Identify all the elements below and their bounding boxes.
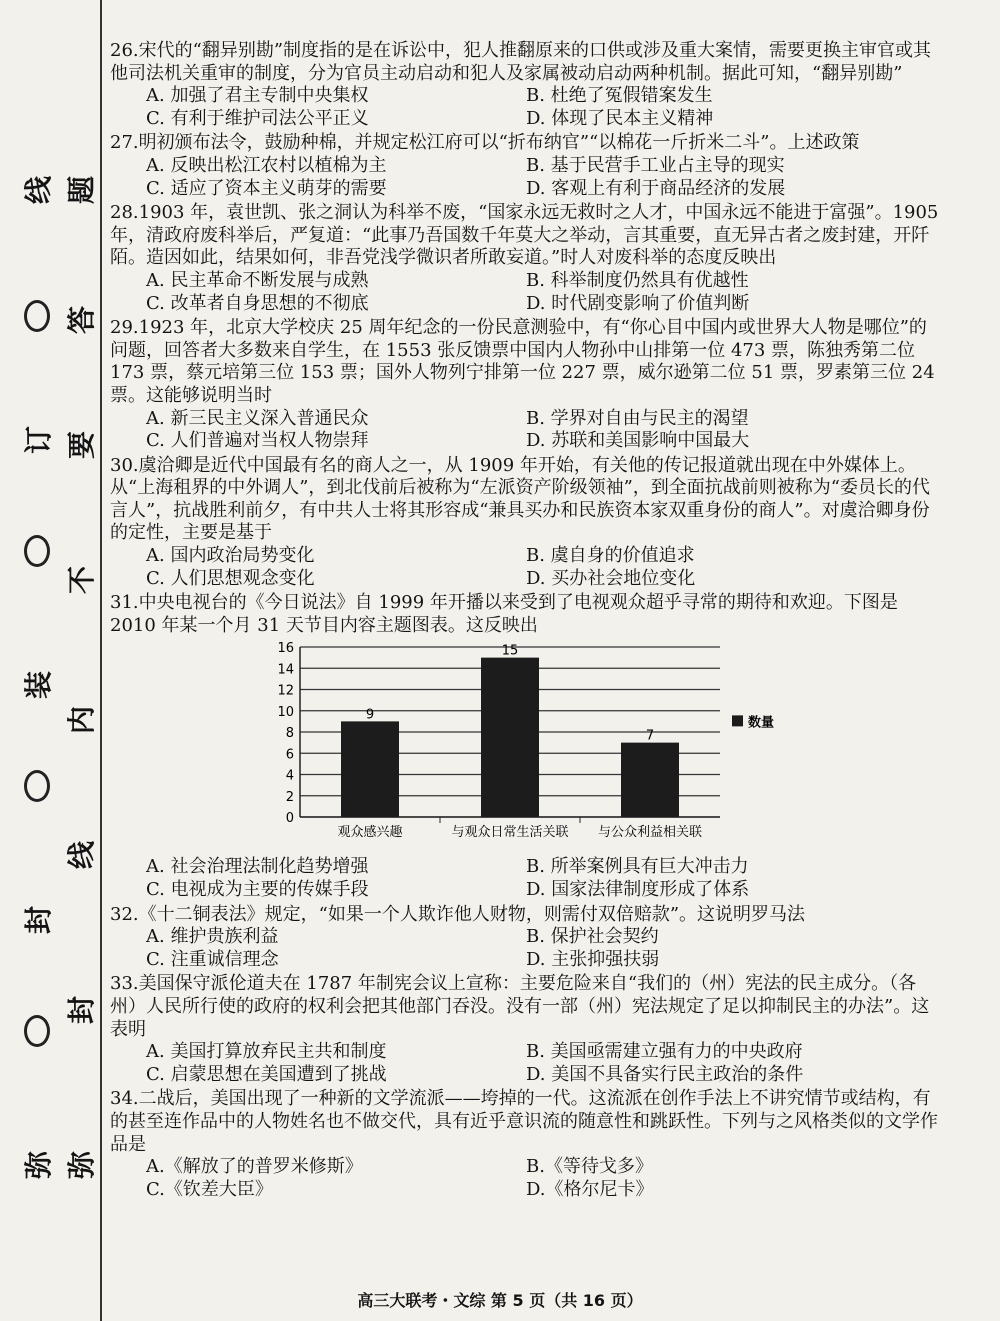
x-tick-label: 观众感兴趣 [337, 825, 403, 841]
bar-chart [110, 639, 940, 854]
option-c: C. 改革者自身思想的不彻底 [146, 292, 369, 314]
question-30 [110, 455, 940, 591]
option-b: B.《等待戈多》 [526, 1156, 653, 1178]
binding-hole-circle [24, 535, 50, 567]
options [110, 408, 940, 453]
bar-data-label: 7 [645, 729, 655, 745]
bar [341, 722, 399, 818]
question-stem: 明初颁布法令，鼓励种棉，并规定松江府可以“折布纳官”“以棉花一斤折米二斗”。上述政策 [138, 132, 860, 154]
question-26 [110, 40, 940, 130]
y-tick-label: 16 [277, 641, 294, 657]
margin-char: 弥 [22, 1151, 55, 1180]
question-number: 26. [110, 40, 139, 61]
margin-char: 内 [65, 706, 98, 735]
question-29 [110, 317, 940, 453]
question-stem: 美国保守派伦道夫在 1787 年制宪会议上宣称：主要危险来自“我们的（州）宪法的民主成分。（各州）人民所行使的政府的权利会把其他部门吞没。没有一部（州）宪法规定了足以抑制民主的办法”。这表明 [110, 973, 930, 1040]
option-b: B. 杜绝了冤假错案发生 [526, 85, 713, 107]
option-a: A. 美国打算放弃民主共和制度 [146, 1041, 387, 1063]
y-tick-label: 0 [285, 811, 294, 827]
option-d: D.《格尔尼卡》 [526, 1178, 654, 1200]
option-b: B. 所举案例具有巨大冲击力 [526, 856, 749, 878]
question-number: 29. [110, 317, 139, 339]
option-a: A. 反映出松江农村以植棉为主 [146, 154, 387, 176]
margin-char: 线 [65, 841, 98, 870]
option-b: B. 保护社会契约 [526, 926, 659, 948]
question-number: 34. [110, 1088, 139, 1110]
option-d: D. 美国不具备实行民主政治的条件 [526, 1063, 804, 1085]
question-number: 31. [110, 592, 139, 614]
option-a: A. 国内政治局势变化 [146, 545, 315, 567]
option-a: A.《解放了的普罗米修斯》 [146, 1156, 363, 1178]
bar-data-label: 15 [501, 644, 519, 660]
options [110, 545, 940, 590]
margin-char: 答 [65, 306, 98, 335]
question-stem: 虞洽卿是近代中国最有名的商人之一，从 1909 年开始，有关他的传记报道就出现在中外媒体上。从“上海租界的中外调人”，到北伐前后被称为“左派资产阶级领袖”，到全面抗战前则被称为“委员长的代言人”，抗战胜利前夕，有中共人士将其形容成“兼具买办和民族资本家双重身份的商人”。对虞洽卿身份的定性，主要是基于 [110, 454, 931, 544]
question-stem: 1923 年，北京大学校庆 25 周年纪念的一份民意测验中，有“你心目中国内或世界大人物是哪位”的问题，回答者大多数来自学生，在 1553 张反馈票中国内人物孙中山排第一位 473 票，陈独秀第二位 173 票，蔡元培第三位 153 票；国外人物列宁排第一位 227 票，威尔逊第二位 51 票，罗素第三位 24 票。这能够说明当时 [110, 317, 935, 406]
option-b: B. 美国亟需建立强有力的中央政府 [526, 1041, 803, 1063]
question-31 [110, 592, 940, 901]
option-a: A. 民主革命不断发展与成熟 [146, 269, 369, 291]
margin-char: 不 [65, 566, 98, 595]
y-tick-label: 2 [285, 790, 294, 806]
question-number: 32. [110, 903, 139, 925]
option-c: C. 电视成为主要的传媒手段 [146, 879, 369, 901]
option-c: C. 注重诚信理念 [146, 948, 279, 970]
option-b: B. 基于民营手工业占主导的现实 [526, 154, 785, 176]
binding-margin [0, 0, 102, 1321]
bar [481, 658, 539, 817]
option-d: D. 主张抑强扶弱 [526, 948, 660, 970]
bar-chart-svg [110, 639, 940, 854]
margin-char: 订 [22, 426, 55, 455]
y-tick-label: 4 [285, 768, 294, 784]
option-d: D. 买办社会地位变化 [526, 567, 696, 589]
exam-content [110, 40, 940, 1203]
option-b: B. 学界对自由与民主的渴望 [526, 407, 749, 429]
question-stem: 1903 年，袁世凯、张之洞认为科举不废，“国家永远无救时之人才，中国永远不能进于富强”。1905 年，清政府废科举后，严复道：“此事乃吾国数千年莫大之举动，言其重要，直无异古者之废封建，开阡陌。造因如此，结果如何，非吾党浅学微识者所敢妄道。”时人对废科举的态度反映出 [110, 202, 939, 269]
options [110, 1156, 940, 1201]
option-a: A. 社会治理法制化趋势增强 [146, 856, 369, 878]
bar-data-label: 9 [365, 707, 375, 723]
options [110, 926, 940, 971]
binding-margin-inner [55, 0, 105, 1321]
margin-char: 线 [22, 176, 55, 205]
question-33 [110, 973, 940, 1086]
y-tick-label: 8 [285, 726, 294, 742]
option-d: D. 客观上有利于商品经济的发展 [526, 177, 786, 199]
option-d: D. 时代剧变影响了价值判断 [526, 292, 750, 314]
options [110, 1041, 940, 1086]
option-c: C.《钦差大臣》 [146, 1178, 273, 1200]
options [110, 856, 940, 901]
option-b: B. 虞自身的价值追求 [526, 545, 695, 567]
question-34 [110, 1088, 940, 1201]
page-footer: 高三大联考・文综 第 5 页（共 16 页） [357, 1291, 643, 1310]
option-c: C. 启蒙思想在美国遭到了挑战 [146, 1063, 387, 1085]
question-stem: 二战后，美国出现了一种新的文学流派——垮掉的一代。这流派在创作手法上不讲究情节或结构，有的甚至连作品中的人物姓名也不做交代，具有近乎意识流的随意性和跳跃性。下列与之风格类似的文学作品是 [110, 1088, 938, 1155]
binding-hole-circle [24, 770, 50, 802]
option-a: A. 加强了君主专制中央集权 [146, 85, 369, 107]
y-tick-label: 6 [285, 747, 294, 763]
y-tick-label: 12 [277, 683, 294, 699]
x-tick-label: 与观众日常生活关联 [451, 825, 569, 841]
option-c: C. 适应了资本主义萌芽的需要 [146, 177, 387, 199]
question-number: 33. [110, 973, 139, 995]
question-27 [110, 132, 940, 200]
question-number: 27. [110, 132, 139, 154]
option-b: B. 科举制度仍然具有优越性 [526, 269, 749, 291]
option-c: C. 人们思想观念变化 [146, 567, 315, 589]
binding-hole-circle [24, 300, 50, 332]
x-tick-label: 与公众利益相关联 [597, 825, 703, 841]
options [110, 85, 940, 130]
legend-label: 数量 [748, 715, 775, 731]
option-a: A. 维护贵族利益 [146, 926, 279, 948]
question-stem: 《十二铜表法》规定，“如果一个人欺诈他人财物，则需付双倍赔款”。这说明罗马法 [138, 903, 806, 925]
question-number: 28. [110, 202, 139, 224]
options [110, 270, 940, 315]
bar [621, 743, 679, 817]
legend-swatch [732, 716, 743, 727]
question-stem: 宋代的“翻异别勘”制度指的是在诉讼中，犯人推翻原来的口供或涉及重大案情，需要更换主审官或其他司法机关重审的制度，分为官员主动启动和犯人及家属被动启动两种机制。据此可知，“翻异别勘” [110, 40, 932, 84]
option-d: D. 体现了民本主义精神 [526, 107, 714, 129]
question-28 [110, 202, 940, 315]
margin-char: 装 [22, 671, 55, 700]
options [110, 155, 940, 200]
y-tick-label: 14 [277, 662, 294, 678]
margin-char: 题 [65, 176, 98, 205]
margin-char: 弥 [65, 1151, 98, 1180]
question-number: 30. [110, 454, 139, 476]
question-32 [110, 904, 940, 972]
y-tick-label: 10 [277, 705, 294, 721]
question-stem: 中央电视台的《今日说法》自 1999 年开播以来受到了电视观众超乎寻常的期待和欢迎。下图是 2010 年某一个月 31 天节目内容主题图表。这反映出 [110, 592, 898, 636]
option-c: C. 有利于维护司法公平正义 [146, 107, 369, 129]
margin-char: 封 [22, 906, 55, 935]
margin-char: 要 [65, 431, 98, 460]
option-a: A. 新三民主义深入普通民众 [146, 407, 369, 429]
option-d: D. 国家法律制度形成了体系 [526, 879, 750, 901]
option-c: C. 人们普遍对当权人物崇拜 [146, 430, 369, 452]
margin-char: 封 [65, 996, 98, 1025]
binding-hole-circle [24, 1015, 50, 1047]
option-d: D. 苏联和美国影响中国最大 [526, 430, 750, 452]
